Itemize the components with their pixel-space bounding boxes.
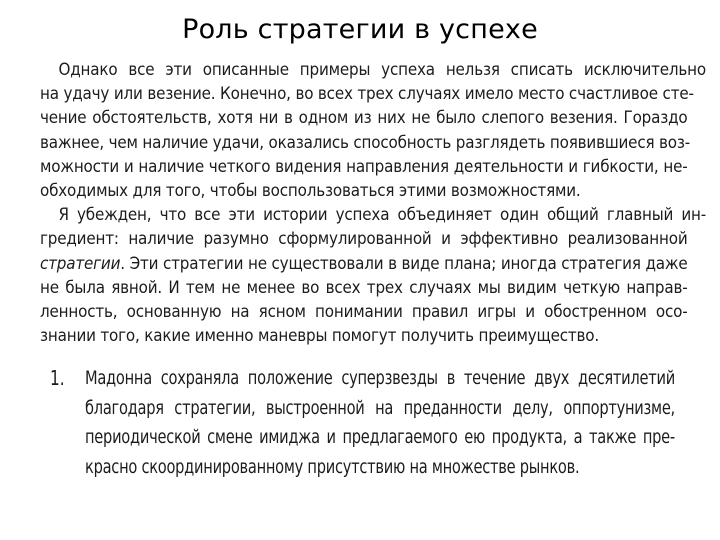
paragraph-2-line-6: знании того, какие именно маневры помогут получить преимущество. <box>40 326 600 346</box>
list-item-line-1: Мадонна сохраняла положение суперзвезды в течение двух десятилетий <box>85 367 675 389</box>
paragraph-1-line-5: можности и наличие четкого видения направления деятельности и гибкости, не- <box>40 156 688 176</box>
paragraph-1-line-3: чение обстоятельств, хотя ни в одном из них не было слепого везения. Гораздо <box>40 108 688 128</box>
list-item-line-3: периодической смене имиджа и предлагаемого ею продукта, а также пре- <box>85 426 675 448</box>
italic-term: стратегии <box>40 253 121 273</box>
list-item-text <box>85 364 685 482</box>
paragraph-2 <box>40 203 706 348</box>
list-item-line-4: красно скоординированному присутствию на множестве рынков. <box>85 455 580 478</box>
paragraph-1-line-6: обходимых для того, чтобы воспользоваться этими возможностями. <box>40 181 581 201</box>
paragraph-1-line-2: на удачу или везение. Конечно, во всех трех случаях имело место счастливое сте- <box>40 84 694 104</box>
paragraph-1-line-4: важнее, чем наличие удачи, оказались способность разглядеть появившиеся воз- <box>40 132 691 152</box>
paragraph-2-line-1: Я убежден, что все эти истории успеха объединяет один общий главный ин- <box>58 205 706 225</box>
paragraph-2-line-3-rest: . Эти стратегии не существовали в виде плана; иногда стратегия даже <box>120 253 688 273</box>
list-item-line-2: благодаря стратегии, выстроенной на преданности делу, оппортунизме, <box>85 396 675 419</box>
paragraph-2-line-5: ленность, основанную на ясном понимании правил игры и обостренном осо- <box>40 302 688 322</box>
paragraph-2-line-3 <box>40 252 688 276</box>
scanned-text-block <box>40 58 706 348</box>
paragraph-1 <box>40 58 706 203</box>
slide-title: Роль стратегии в успехе <box>182 14 538 45</box>
paragraph-2-line-4: не была явной. И тем не менее во всех трех случаях мы видим четкую направ- <box>40 277 688 297</box>
list-number: 1. <box>50 366 65 390</box>
paragraph-2-line-2: гредиент: наличие разумно сформулированной и эффективно реализованной <box>40 229 688 249</box>
paragraph-1-line-1: Однако все эти описанные примеры успеха нельзя списать исключительно <box>58 60 706 79</box>
